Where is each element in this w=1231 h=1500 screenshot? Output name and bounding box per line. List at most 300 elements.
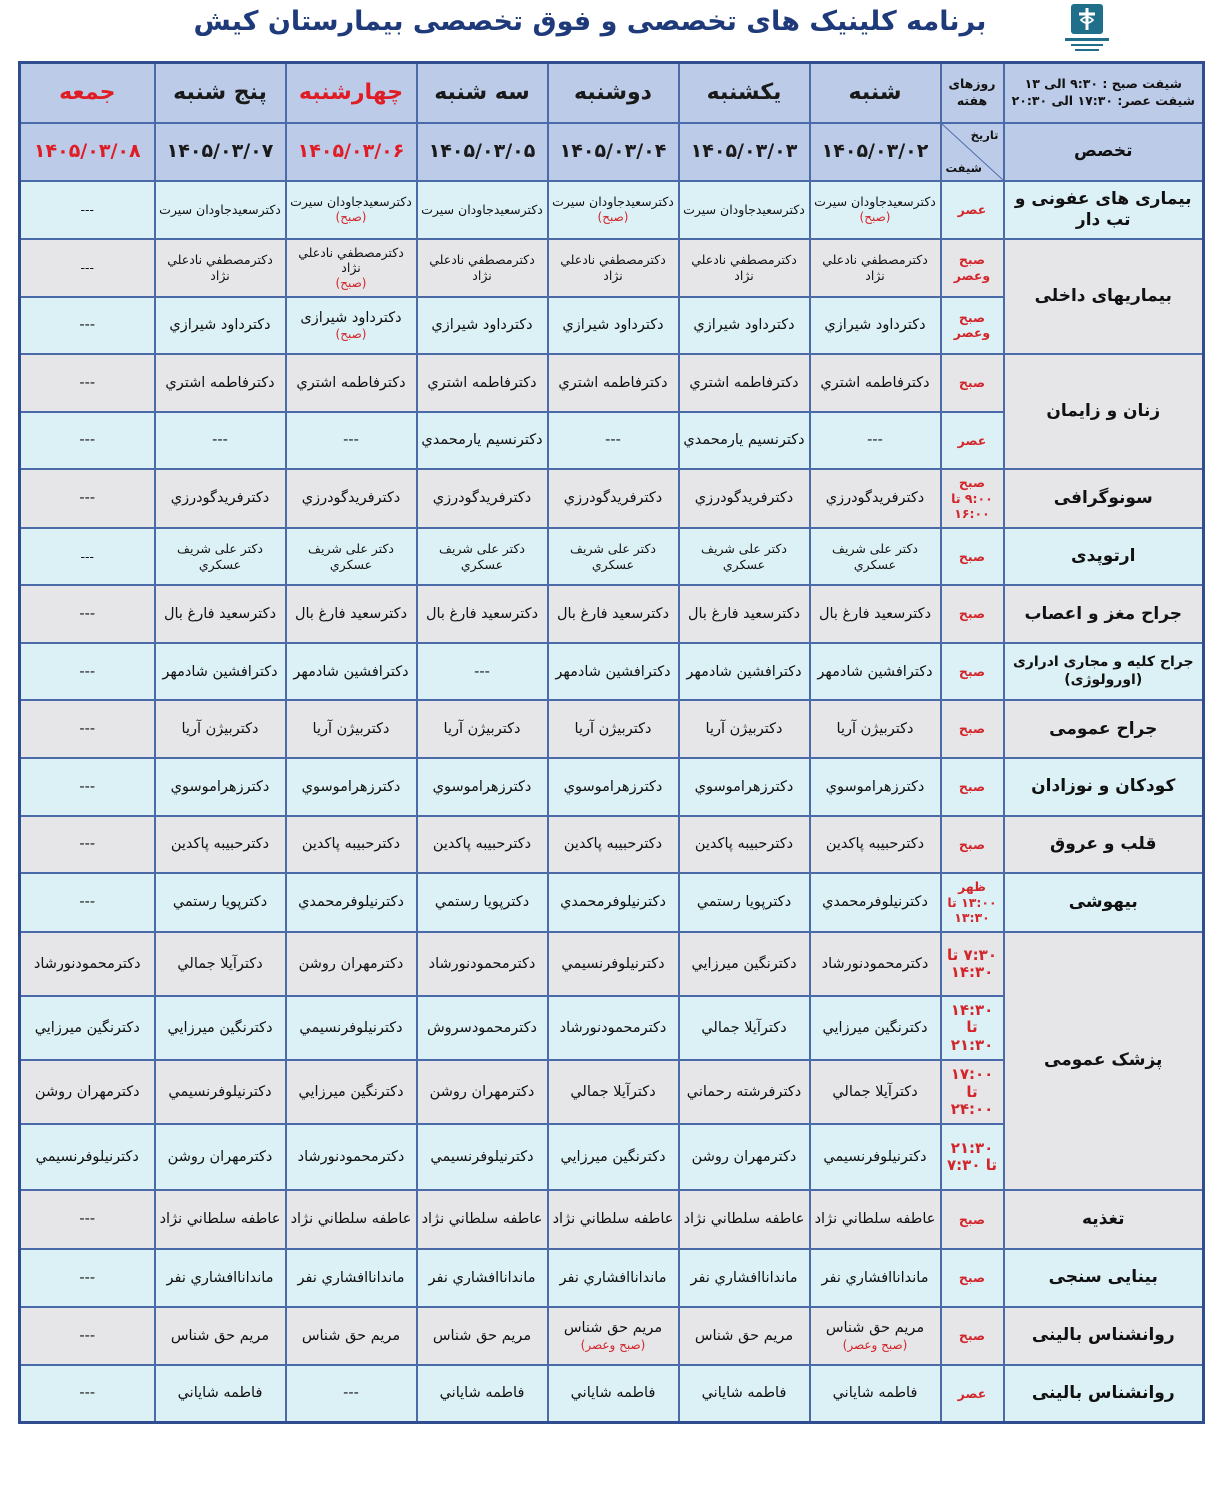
doctor-cell (155, 1249, 286, 1308)
shift-cell (941, 181, 1004, 240)
doctor-cell (20, 643, 155, 701)
doctor-name: دکترزهراموسوي (432, 778, 532, 795)
date-header-row (20, 123, 1204, 181)
doctor-name: دکترسعید فارغ بال (294, 606, 408, 623)
shift-label: صبح (958, 1211, 986, 1227)
doctor-cell (20, 239, 155, 297)
specialty-label: جراح مغز و اعصاب (1024, 603, 1183, 624)
doctor-name: --- (79, 374, 96, 391)
doctor-cell (417, 758, 548, 816)
doctor-name: دکترنیلوفرمحمدي (560, 894, 666, 911)
doctor-name: دکترمحمودنورشاد (33, 955, 141, 972)
doctor-name: دکترمهران روشن (167, 1149, 273, 1166)
table-row (20, 469, 1204, 528)
doctor-cell (810, 297, 941, 355)
doctor-cell (810, 585, 941, 643)
doctor-cell (155, 1365, 286, 1423)
doctor-cell (810, 1365, 941, 1423)
doctor-name: دکتربیژن آریا (181, 721, 259, 738)
doctor-cell (548, 1365, 679, 1423)
shift-cell (941, 412, 1004, 470)
table-row (20, 528, 1204, 586)
doctor-name: --- (343, 1385, 359, 1402)
shift-cell (941, 585, 1004, 643)
doctor-name: --- (80, 201, 95, 217)
doctor-cell (286, 585, 417, 643)
specialty-cell (1004, 932, 1204, 1190)
table-row (20, 700, 1204, 758)
table-row (20, 354, 1204, 412)
doctor-name: دکترنیلوفرنسیمي (561, 955, 665, 972)
shift-note: (صبح) (597, 210, 629, 225)
doctor-name: دکتربیژن آریا (836, 721, 914, 738)
doctor-name: دکترافشين شادمهر (555, 663, 671, 680)
doctor-cell (155, 1124, 286, 1190)
doctor-name: دکترفرشته رحماني (686, 1084, 802, 1101)
doctor-cell (286, 643, 417, 701)
doctor-cell (810, 1307, 941, 1365)
doctor-cell (548, 1060, 679, 1125)
shift-cell (941, 996, 1004, 1060)
doctor-cell (417, 932, 548, 997)
specialty-label: سونوگرافی (1053, 487, 1153, 508)
doctor-name: ماندانا‌افشاري نفر (297, 1269, 405, 1286)
shift-label: صبح (958, 1328, 986, 1344)
doctor-name: دکترفاطمه اشتري (558, 374, 668, 391)
doctor-name: ماندانا‌افشاري نفر (428, 1269, 536, 1286)
doctor-name: دکترنگین ميرزايي (34, 1020, 140, 1036)
doctor-name: دکترنگین ميرزايي (560, 1149, 666, 1166)
doctor-name: دکترمصطفي نادعلي نژاد (822, 252, 928, 283)
doctor-cell (548, 816, 679, 874)
shift-cell (941, 1190, 1004, 1249)
table-row (20, 1249, 1204, 1308)
doctor-name: دکترحبیبه پاکدین (694, 836, 794, 853)
specialty-cell (1004, 1190, 1204, 1249)
doctor-cell (417, 1365, 548, 1423)
doctor-cell (810, 469, 941, 528)
shift-cell (941, 1307, 1004, 1365)
doctor-name: دکترفريدگودرزي (432, 490, 532, 507)
doctor-name: دکترمحمودنورشاد (559, 1020, 667, 1036)
shift-cell (941, 700, 1004, 758)
doctor-cell (679, 297, 810, 355)
doctor-cell (679, 528, 810, 586)
doctor-name: عاطفه سلطاني نژاد (552, 1211, 674, 1228)
doctor-name: دکترزهراموسوي (694, 778, 794, 795)
specialty-label: جراح کلیه و مجاری ادراری (اورولوژی) (1012, 654, 1194, 688)
doctor-name: --- (605, 432, 621, 449)
doctor-name: دکترسعید فارغ بال (425, 606, 539, 623)
doctor-name: --- (79, 894, 96, 911)
doctor-name: دکترسعید فارغ بال (687, 606, 801, 623)
doctor-cell (417, 1249, 548, 1308)
doctor-cell (548, 1249, 679, 1308)
doctor-name: دکترمحمودنورشاد (428, 955, 536, 972)
shift-label: صبح (958, 548, 986, 564)
doctor-cell (548, 297, 679, 355)
doctor-name: دکترفريدگودرزي (301, 490, 401, 507)
doctor-cell (155, 469, 286, 528)
doctor-cell (286, 758, 417, 816)
schedule-body (20, 181, 1204, 1423)
doctor-name: دکترسعید فارغ بال (818, 606, 932, 623)
doctor-name: --- (79, 490, 96, 507)
doctor-name: دکتربیژن آریا (443, 721, 521, 738)
doctor-cell (286, 1124, 417, 1190)
doctor-cell (417, 1124, 548, 1190)
doctor-name: --- (79, 317, 96, 334)
doctor-cell (679, 354, 810, 412)
shift-label: ۱۷:۰۰ تا ۲۴:۰۰ (950, 1065, 994, 1118)
specialty-cell (1004, 643, 1204, 701)
table-row (20, 643, 1204, 701)
doctor-name: دکترنگین ميرزايي (822, 1020, 928, 1036)
doctor-cell (548, 469, 679, 528)
doctor-name: --- (79, 1269, 96, 1286)
doctor-name: دکترمهران روشن (34, 1084, 140, 1101)
doctor-cell (155, 873, 286, 932)
specialty-label: جراح عمومی (1049, 718, 1158, 739)
doctor-name: فاطمه شاياني (177, 1385, 263, 1402)
doctor-name: دکترزهراموسوي (563, 778, 663, 795)
doctor-cell (286, 996, 417, 1060)
doctor-cell (20, 1365, 155, 1423)
doctor-cell (548, 1307, 679, 1365)
doctor-cell (155, 996, 286, 1060)
doctor-cell (679, 758, 810, 816)
doctor-cell (286, 873, 417, 932)
doctor-cell (286, 1060, 417, 1125)
shift-label: عصر (957, 201, 987, 217)
doctor-name: --- (79, 778, 96, 795)
doctor-name: ماندانا‌افشاري نفر (690, 1269, 798, 1286)
doctor-cell (286, 239, 417, 297)
doctor-cell (679, 412, 810, 470)
doctor-name: دکتر علی شریف عسکري (832, 540, 918, 572)
doctor-cell (20, 1124, 155, 1190)
shift-label: عصر (957, 1385, 987, 1401)
doctor-cell (286, 528, 417, 586)
doctor-name: عاطفه سلطاني نژاد (421, 1211, 543, 1228)
date-header: ۱۴۰۵/۰۳/۰۵ (417, 123, 548, 181)
day-header: یکشنبه (679, 63, 810, 123)
doctor-name: مریم حق شناس (301, 1327, 401, 1344)
doctor-name: دکترسعیدجاودان سیرت (814, 194, 936, 210)
doctor-name: عاطفه سلطاني نژاد (159, 1211, 281, 1228)
doctor-name: دکترفاطمه اشتري (296, 374, 406, 391)
specialty-cell (1004, 1307, 1204, 1365)
doctor-name: دکترداود شیرازی (300, 309, 402, 326)
doctor-name: دکترپویا رستمي (172, 894, 268, 911)
specialty-label: روانشناس بالینی (1031, 1325, 1175, 1346)
specialty-label: زنان و زایمان (1046, 401, 1161, 422)
doctor-cell (810, 873, 941, 932)
doctor-cell (20, 297, 155, 355)
doctor-name: عاطفه سلطاني نژاد (290, 1211, 412, 1228)
shift-cell (941, 1249, 1004, 1308)
doctor-name: دکترزهراموسوي (301, 778, 401, 795)
shift-cell (941, 1124, 1004, 1190)
doctor-cell (548, 758, 679, 816)
day-header: چهارشنبه (286, 63, 417, 123)
doctor-name: --- (79, 663, 96, 680)
shift-note: (صبح) (859, 210, 891, 225)
doctor-name: دکترمحمودنورشاد (297, 1149, 405, 1166)
doctor-name: عاطفه سلطاني نژاد (814, 1211, 936, 1228)
doctor-cell (155, 181, 286, 240)
doctor-name: --- (867, 432, 883, 449)
doctor-cell (679, 1365, 810, 1423)
doctor-cell (286, 816, 417, 874)
doctor-cell (20, 1190, 155, 1249)
shift-cell (941, 932, 1004, 997)
shift-label: صبح ۹:۰۰ تا ۱۶:۰۰ (951, 475, 993, 522)
kish-hospital-logo-icon (1057, 2, 1117, 54)
doctor-name: دکترسعیدجاودان سیرت (159, 201, 281, 217)
doctor-name: دکترمهران روشن (429, 1084, 535, 1101)
doctor-name: دکترمصطفي نادعلي نژاد (429, 252, 535, 283)
doctor-name: دکترفريدگودرزي (694, 490, 794, 507)
doctor-name: دکتر علی شریف عسکري (439, 540, 525, 572)
doctor-cell (548, 932, 679, 997)
specialty-label: پزشک عمومی (1044, 1050, 1163, 1071)
doctor-cell (155, 1307, 286, 1365)
shift-label: ۲۱:۳۰ تا ۷:۳۰ (947, 1139, 997, 1175)
doctor-name: دکترمصطفي نادعلي نژاد (560, 252, 666, 283)
shift-note: (صبح) (335, 275, 367, 290)
doctor-name: دکترآیلا جمالي (177, 955, 263, 972)
doctor-cell (286, 1307, 417, 1365)
doctor-name: --- (79, 836, 96, 853)
table-row (20, 1190, 1204, 1249)
doctor-name: فاطمه شاياني (570, 1385, 656, 1402)
doctor-cell (20, 758, 155, 816)
day-header: پنج شنبه (155, 63, 286, 123)
doctor-name: دکترفريدگودرزي (825, 490, 925, 507)
doctor-name: دکترافشين شادمهر (686, 663, 802, 680)
specialty-header: تخصص (1004, 123, 1204, 181)
table-row (20, 181, 1204, 240)
doctor-name: دکتر علی شریف عسکري (701, 540, 787, 572)
doctor-cell (155, 643, 286, 701)
doctor-cell (548, 412, 679, 470)
shift-cell (941, 239, 1004, 297)
doctor-name: دکتر علی شریف عسکري (177, 540, 263, 572)
doctor-cell (810, 643, 941, 701)
doctor-name: دکترافشين شادمهر (162, 663, 278, 680)
doctor-cell (286, 181, 417, 240)
doctor-cell (810, 181, 941, 240)
doctor-cell (810, 1190, 941, 1249)
shift-label: صبح (958, 721, 986, 737)
doctor-name: مریم حق شناس (825, 1320, 925, 1337)
doctor-name: مریم حق شناس (694, 1327, 794, 1344)
doctor-cell (155, 1190, 286, 1249)
doctor-cell (417, 239, 548, 297)
doctor-name: فاطمه شاياني (701, 1385, 787, 1402)
specialty-label: ارتوپدی (1071, 545, 1136, 566)
shift-cell (941, 1060, 1004, 1125)
doctor-cell (810, 1060, 941, 1125)
doctor-cell (417, 816, 548, 874)
shift-note: (صبح وعصر) (842, 1337, 908, 1352)
shift-label: ۷:۳۰ تا ۱۴:۳۰ (947, 945, 997, 981)
doctor-cell (20, 1307, 155, 1365)
doctor-name: --- (80, 548, 95, 564)
doctor-name: --- (80, 260, 95, 276)
doctor-name: دکترنیلوفرنسیمي (823, 1149, 927, 1166)
specialty-label: قلب و عروق (1050, 833, 1157, 854)
table-row (20, 758, 1204, 816)
table-row (20, 873, 1204, 932)
weekdays-label: روزهای هفته (941, 63, 1004, 123)
doctor-cell (20, 412, 155, 470)
doctor-cell (286, 469, 417, 528)
doctor-name: دکترفاطمه اشتري (820, 374, 930, 391)
doctor-cell (679, 469, 810, 528)
shift-label: صبح (958, 836, 986, 852)
shift-cell (941, 528, 1004, 586)
shift-cell (941, 758, 1004, 816)
shift-label: صبح (958, 663, 986, 679)
date-header: ۱۴۰۵/۰۳/۰۷ (155, 123, 286, 181)
doctor-cell (810, 354, 941, 412)
specialty-label: تغذیه (1082, 1208, 1125, 1229)
shift-cell (941, 354, 1004, 412)
doctor-name: دکتربیژن آریا (312, 721, 390, 738)
doctor-name: دکترفاطمه اشتري (689, 374, 799, 391)
doctor-cell (286, 932, 417, 997)
specialty-label: کودکان و نوزادان (1031, 776, 1176, 797)
doctor-cell (155, 700, 286, 758)
doctor-cell (679, 932, 810, 997)
doctor-cell (20, 816, 155, 874)
specialty-cell (1004, 700, 1204, 758)
doctor-cell (810, 758, 941, 816)
doctor-name: دکترافشين شادمهر (817, 663, 933, 680)
doctor-name: دکترنیلوفرمحمدي (298, 894, 404, 911)
specialty-cell (1004, 1249, 1204, 1308)
shift-label: شیفت (945, 161, 982, 176)
doctor-name: فاطمه شاياني (439, 1385, 525, 1402)
doctor-cell (286, 1365, 417, 1423)
table-row (20, 239, 1204, 297)
doctor-name: دکترنگین ميرزايي (298, 1084, 404, 1101)
specialty-label: بیماریهای داخلی (1034, 285, 1172, 306)
doctor-name: دکترسعیدجاودان سیرت (290, 194, 412, 210)
specialty-cell (1004, 1365, 1204, 1423)
doctor-name: دکترفاطمه اشتري (165, 374, 275, 391)
doctor-name: دکترمحمودسروش (426, 1020, 538, 1036)
doctor-cell (679, 1307, 810, 1365)
doctor-cell (20, 700, 155, 758)
date-label: تاریخ (970, 127, 999, 142)
doctor-name: دکترنسیم يارمحمدي (683, 432, 805, 449)
doctor-name: دکترزهراموسوي (170, 778, 270, 795)
doctor-cell (679, 585, 810, 643)
doctor-name: دکترحبیبه پاکدین (825, 836, 925, 853)
doctor-cell (548, 181, 679, 240)
shift-label: ظهر ۱۳:۰۰ تا ۱۳:۳۰ (947, 878, 997, 926)
shift-cell (941, 816, 1004, 874)
doctor-name: دکترنیلوفرنسیمي (168, 1084, 272, 1101)
doctor-cell (548, 643, 679, 701)
doctor-cell (20, 996, 155, 1060)
doctor-cell (679, 816, 810, 874)
doctor-cell (20, 585, 155, 643)
doctor-name: دکترفريدگودرزي (170, 490, 270, 507)
doctor-name: دکترسعیدجاودان سیرت (683, 201, 805, 217)
doctor-cell (286, 354, 417, 412)
doctor-cell (417, 700, 548, 758)
doctor-name: دکترنگین ميرزايي (167, 1020, 273, 1036)
doctor-cell (548, 239, 679, 297)
doctor-cell (548, 1124, 679, 1190)
specialty-label: روانشناس بالینی (1031, 1382, 1175, 1403)
shift-label: صبح (958, 375, 986, 391)
table-row (20, 1365, 1204, 1423)
doctor-name: ماندانا‌افشاري نفر (559, 1269, 667, 1286)
doctor-name: دکترداود شیرازي (169, 317, 271, 334)
day-header: جمعه (20, 63, 155, 123)
doctor-cell (155, 758, 286, 816)
shift-label: صبح (958, 1270, 986, 1286)
doctor-name: دکترنیلوفرمحمدي (822, 894, 928, 911)
doctor-name: فاطمه شاياني (832, 1385, 918, 1402)
specialty-label: بینایی سنجی (1048, 1267, 1158, 1288)
doctor-cell (548, 996, 679, 1060)
doctor-cell (286, 412, 417, 470)
doctor-cell (417, 1307, 548, 1365)
doctor-name: --- (79, 606, 96, 623)
doctor-name: دکترفريدگودرزي (563, 490, 663, 507)
doctor-name: مریم حق شناس (432, 1327, 532, 1344)
doctor-cell (20, 528, 155, 586)
doctor-cell (810, 1249, 941, 1308)
date-header: ۱۴۰۵/۰۳/۰۸ (20, 123, 155, 181)
doctor-name: مریم حق شناس (563, 1320, 663, 1337)
doctor-cell (417, 585, 548, 643)
doctor-cell (548, 1190, 679, 1249)
specialty-cell (1004, 354, 1204, 469)
specialty-cell (1004, 239, 1204, 354)
shift-note: (صبح) (335, 210, 367, 225)
doctor-name: عاطفه سلطاني نژاد (683, 1211, 805, 1228)
shift-evening-time: شیفت عصر: ۱۷:۳۰ الی ۲۰:۳۰ (1011, 92, 1195, 108)
doctor-cell (548, 873, 679, 932)
shift-label: عصر (957, 432, 987, 448)
doctor-cell (155, 932, 286, 997)
doctor-name: دکترداود شیرازي (562, 317, 664, 334)
doctor-name: دکترآیلا جمالي (832, 1084, 918, 1101)
doctor-cell (155, 1060, 286, 1125)
doctor-name: دکترسعید فارغ بال (556, 606, 670, 623)
doctor-name: دکترسعید فارغ بال (163, 606, 277, 623)
date-header: ۱۴۰۵/۰۳/۰۴ (548, 123, 679, 181)
doctor-cell (548, 585, 679, 643)
doctor-cell (155, 297, 286, 355)
shift-note: (صبح) (335, 326, 367, 341)
doctor-cell (679, 996, 810, 1060)
date-shift-header (941, 123, 1004, 181)
doctor-cell (810, 700, 941, 758)
doctor-cell (417, 1190, 548, 1249)
day-header: شنبه (810, 63, 941, 123)
doctor-cell (810, 239, 941, 297)
date-header: ۱۴۰۵/۰۳/۰۶ (286, 123, 417, 181)
doctor-cell (20, 181, 155, 240)
